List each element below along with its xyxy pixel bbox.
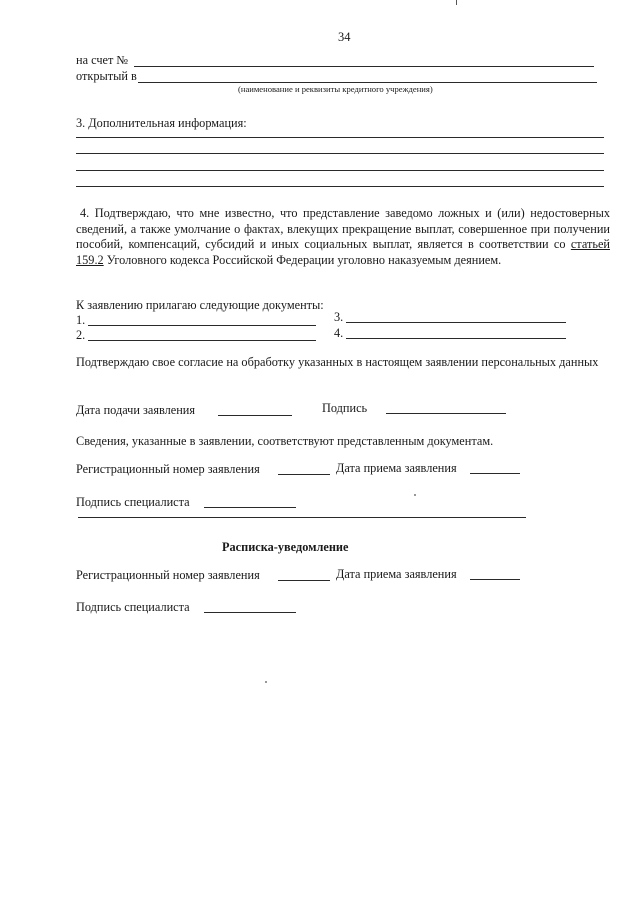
liability-text-start: 4. Подтверждаю, что мне известно, что представление заведомо ложных и (или) недостоверных сведений, а также умолчание о фактах, влекущих прекращение выплат, совершенное при получении пособий, компенсаций, субсидий и иных социальных выплат, является в соответствии со <box>76 206 610 251</box>
receipt-notification-title: Расписка-уведомление <box>222 540 349 554</box>
additional-info-line-1[interactable] <box>76 137 604 138</box>
applicant-signature-label: Подпись <box>322 401 368 415</box>
additional-info-line-3[interactable] <box>76 170 604 171</box>
document-item-3-field[interactable] <box>346 322 566 323</box>
liability-confirmation-paragraph <box>76 206 610 268</box>
receipt-date-field[interactable] <box>470 473 520 474</box>
receipt-specialist-signature-label: Подпись специалиста <box>76 600 190 614</box>
liability-text-end: Уголовного кодекса Российской Федерации уголовно наказуемым деянием. <box>106 252 502 267</box>
scan-speck <box>414 494 416 496</box>
receipt-date-label-2: Дата приема заявления <box>336 567 457 581</box>
verification-statement: Сведения, указанные в заявлении, соответствуют представленным документам. <box>76 434 494 448</box>
additional-info-line-2[interactable] <box>76 153 604 154</box>
receipt-registration-number-label: Регистрационный номер заявления <box>76 568 260 582</box>
scan-speck <box>265 681 267 683</box>
account-number-label: на счет № <box>76 53 129 67</box>
page-number: 34 <box>338 30 351 44</box>
receipt-registration-number-field[interactable] <box>278 580 330 581</box>
document-item-2-number: 2. <box>76 328 86 342</box>
personal-data-consent: Подтверждаю свое согласие на обработку указанных в настоящем заявлении персональных данных <box>76 355 599 369</box>
registration-number-label: Регистрационный номер заявления <box>76 462 260 476</box>
document-item-3-number: 3. <box>334 310 344 324</box>
bank-opened-label: открытый в <box>76 69 137 83</box>
additional-info-line-4[interactable] <box>76 186 604 187</box>
tear-off-separator <box>78 517 526 518</box>
document-item-1-field[interactable] <box>88 325 316 326</box>
additional-info-heading: 3. Дополнительная информация: <box>76 116 247 130</box>
receipt-specialist-signature-field[interactable] <box>204 612 296 613</box>
specialist-signature-field[interactable] <box>204 507 296 508</box>
attached-documents-label: К заявлению прилагаю следующие документы: <box>76 298 324 312</box>
document-item-4-number: 4. <box>334 326 344 340</box>
receipt-date-label: Дата приема заявления <box>336 461 457 475</box>
account-number-field[interactable] <box>134 66 594 67</box>
receipt-date-field-2[interactable] <box>470 579 520 580</box>
document-item-4-field[interactable] <box>346 338 566 339</box>
submission-date-field[interactable] <box>218 415 292 416</box>
registration-number-field[interactable] <box>278 474 330 475</box>
document-item-2-field[interactable] <box>88 340 316 341</box>
submission-date-label: Дата подачи заявления <box>76 403 196 417</box>
bank-details-field[interactable] <box>138 82 597 83</box>
criminal-code-article-link[interactable]: статьей 159.2 <box>76 237 610 267</box>
document-item-1-number: 1. <box>76 313 86 327</box>
bank-details-caption: (наименование и реквизиты кредитного учреждения) <box>238 84 433 94</box>
applicant-signature-field[interactable] <box>386 413 506 414</box>
specialist-signature-label: Подпись специалиста <box>76 495 190 509</box>
top-margin-mark <box>456 0 457 5</box>
